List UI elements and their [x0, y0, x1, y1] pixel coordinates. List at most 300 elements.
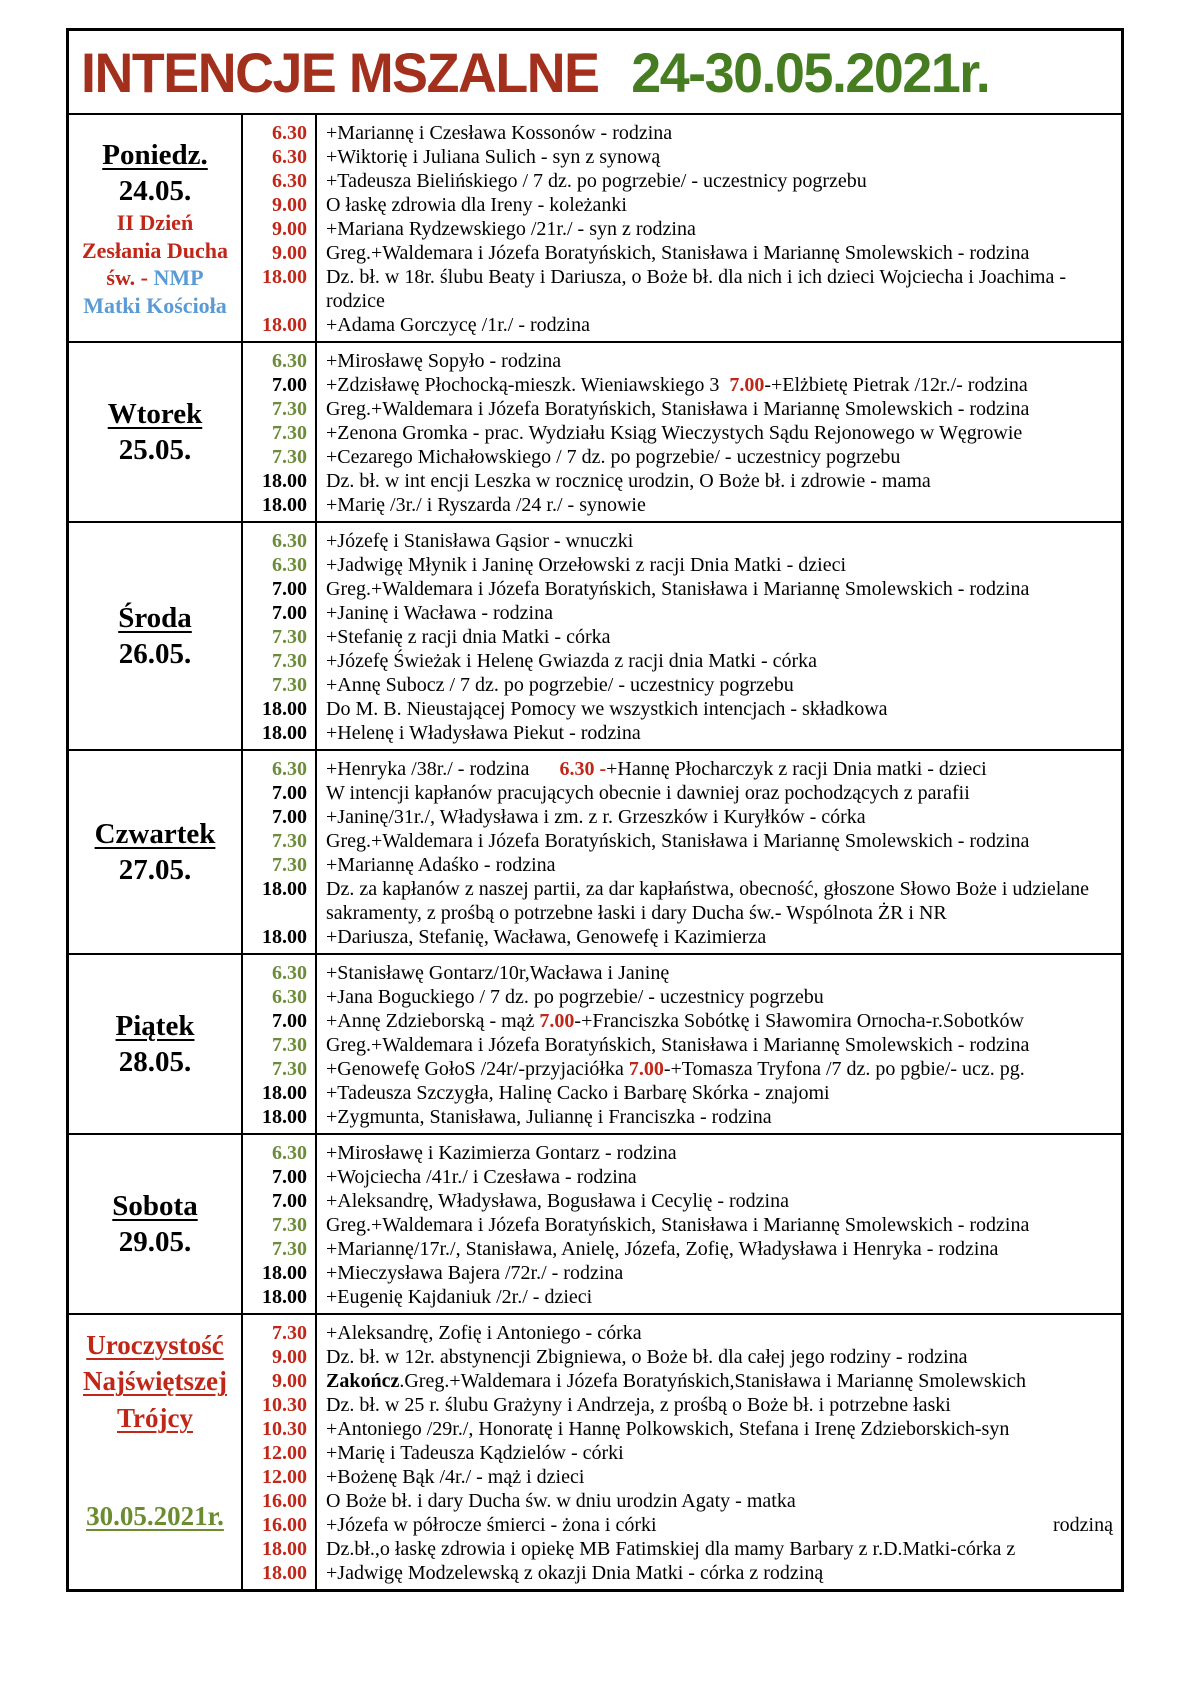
mass-time: 18.00	[262, 1262, 307, 1284]
intention-text	[315, 1393, 1121, 1417]
intention-segment: +Eugenię Kajdaniuk /2r./ - dzieci	[326, 1286, 593, 1308]
mass-row	[241, 469, 1121, 493]
intentions-sobota	[241, 1135, 1121, 1313]
intention-text	[315, 241, 1121, 265]
mass-row	[241, 121, 1121, 145]
intention-segment: +Stanisławę Gontarz/10r,Wacława i Janinę	[326, 962, 670, 984]
intention-segment: +Zygmunta, Stanisława, Juliannę i Franciszka - rodzina	[326, 1106, 772, 1128]
column-divider	[315, 1315, 317, 1589]
mass-time: 7.30	[272, 626, 307, 648]
mass-row	[241, 1369, 1121, 1393]
intention-text	[315, 1285, 1121, 1309]
day-label-text: II Dzień	[116, 210, 194, 236]
mass-time: 6.30	[272, 1142, 307, 1164]
mass-row	[241, 1537, 1121, 1561]
intentions-wtorek	[241, 343, 1121, 521]
mass-time: 18.00	[262, 1286, 307, 1308]
mass-row	[241, 829, 1121, 853]
mass-row	[241, 1057, 1121, 1081]
intention-segment: +Mieczysława Bajera /72r./ - rodzina	[326, 1262, 624, 1284]
day-label-line	[108, 396, 203, 432]
mass-row	[241, 421, 1121, 445]
mass-time: 16.00	[262, 1490, 307, 1512]
intention-text	[315, 1105, 1121, 1129]
intention-segment: +Marię /3r./ i Ryszarda /24 r./ - synowie	[326, 494, 646, 516]
mass-row	[241, 985, 1121, 1009]
mass-time: 9.00	[272, 194, 307, 216]
day-label-line	[86, 1498, 224, 1534]
intention-text	[315, 1033, 1121, 1057]
mass-time: 6.30	[272, 962, 307, 984]
mass-time: 7.30	[272, 398, 307, 420]
column-divider	[315, 523, 317, 749]
intention-segment: +Zdzisławę Płochocką-mieszk. Wieniawskiego 3	[326, 374, 730, 396]
intention-text	[315, 1513, 1121, 1537]
intention-text	[315, 193, 1121, 217]
day-label-text: NMP	[153, 265, 204, 291]
mass-row	[241, 1393, 1121, 1417]
day-label-niedziela	[69, 1315, 241, 1589]
intention-text	[315, 349, 1121, 373]
mass-row	[241, 673, 1121, 697]
day-block-wtorek	[69, 341, 1121, 521]
mass-row	[241, 529, 1121, 553]
intention-segment: 7.00	[539, 1010, 575, 1032]
day-label-text: Wtorek	[107, 397, 203, 430]
intention-segment: +Antoniego /29r./, Honoratę i Hannę Polkowskich, Stefana i Irenę Zdzieborskich-syn	[326, 1418, 1010, 1440]
column-divider	[315, 115, 317, 341]
intention-segment: 7.00	[729, 374, 765, 396]
mass-row	[241, 1189, 1121, 1213]
intention-segment: Do M. B. Nieustającej Pomocy we wszystkich intencjach - składkowa	[326, 698, 888, 720]
day-label-text: Poniedz.	[102, 138, 208, 171]
mass-time: 7.30	[272, 1058, 307, 1080]
day-label-line	[119, 432, 192, 468]
mass-row	[241, 145, 1121, 169]
mass-row	[241, 649, 1121, 673]
mass-row	[241, 697, 1121, 721]
intention-text	[315, 721, 1121, 745]
day-label-text: 24.05.	[118, 175, 192, 207]
mass-row	[241, 1321, 1121, 1345]
day-label-line	[102, 137, 208, 173]
intention-text	[315, 1261, 1121, 1285]
day-label-text: 25.05.	[118, 434, 192, 466]
mass-time: 6.30	[272, 350, 307, 372]
intention-text	[315, 145, 1121, 169]
mass-time: 7.30	[272, 650, 307, 672]
intention-segment: +Tadeusza Szczygła, Halinę Cacko i Barbarę Skórka - znajomi	[326, 1082, 830, 1104]
day-label-line	[86, 1327, 223, 1363]
mass-time: 7.00	[272, 1190, 307, 1212]
mass-time: 18.00	[262, 1082, 307, 1104]
intention-segment: +Henryka /38r./ - rodzina	[326, 758, 560, 780]
mass-row	[241, 241, 1121, 265]
day-label-line	[83, 292, 227, 320]
mass-row	[241, 805, 1121, 829]
intention-text	[315, 961, 1121, 985]
intention-text	[315, 1489, 1121, 1513]
mass-row	[241, 1081, 1121, 1105]
day-label-text: Czwartek	[94, 817, 216, 850]
column-divider	[241, 955, 243, 1133]
intention-segment: -+Elżbietę Pietrak /12r./- rodzina	[764, 374, 1028, 396]
mass-time: 7.00	[272, 1166, 307, 1188]
day-block-czwartek	[69, 749, 1121, 953]
intention-text	[315, 1237, 1121, 1261]
mass-row	[241, 1345, 1121, 1369]
day-label-line	[119, 852, 192, 888]
day-label-line	[82, 237, 228, 265]
intentions-czwartek	[241, 751, 1121, 953]
mass-time: 7.30	[272, 422, 307, 444]
intention-text	[315, 553, 1121, 577]
day-label-line	[116, 1008, 195, 1044]
intention-segment: +Marię i Tadeusza Kądzielów - córki	[326, 1442, 624, 1464]
intention-segment: +Aleksandrę, Władysława, Bogusława i Cecylię - rodzina	[326, 1190, 789, 1212]
intention-segment: +Mariannę Adaśko - rodzina	[326, 854, 556, 876]
intention-segment: +Jana Boguckiego / 7 dz. po pogrzebie/ - uczestnicy pogrzebu	[326, 986, 824, 1008]
intention-text	[315, 1465, 1121, 1489]
intention-segment: +Janinę/31r./, Władysława i zm. z r. Grzeszków i Kuryłków - córka	[326, 806, 866, 828]
intention-segment: O Boże bł. i dary Ducha św. w dniu urodzin Agaty - matka	[326, 1490, 796, 1512]
intention-text	[315, 1165, 1121, 1189]
intention-text	[315, 1441, 1121, 1465]
intention-text	[315, 493, 1121, 517]
intention-segment: +Mariannę i Czesława Kossonów - rodzina	[326, 122, 673, 144]
column-divider	[241, 1315, 243, 1589]
intention-text	[315, 265, 1121, 313]
mass-time: 18.00	[262, 1106, 307, 1128]
intention-segment: +Hannę Płocharczyk z racji Dnia matki - dzieci	[606, 758, 987, 780]
intention-text	[315, 217, 1121, 241]
intention-text	[315, 1081, 1121, 1105]
intention-text	[315, 985, 1121, 1009]
intention-segment: +Genowefę GołoS /24r/-przyjaciółka	[326, 1058, 629, 1080]
intention-text	[315, 1213, 1121, 1237]
mass-row	[241, 1009, 1121, 1033]
mass-row	[241, 577, 1121, 601]
day-label-text: Najświętszej	[83, 1366, 227, 1397]
day-label-wtorek	[69, 343, 241, 521]
intention-segment: +Janinę i Wacława - rodzina	[326, 602, 553, 624]
intention-segment: +Józefę Świeżak i Helenę Gwiazda z racji dnia Matki - córka	[326, 650, 818, 672]
day-label-poniedzialek	[69, 115, 241, 341]
intention-text	[315, 1321, 1121, 1345]
mass-time: 18.00	[262, 314, 307, 336]
intention-segment: +Annę Subocz / 7 dz. po pogrzebie/ - uczestnicy pogrzebu	[326, 674, 794, 696]
column-divider	[241, 1135, 243, 1313]
intention-text	[315, 1537, 1121, 1561]
mass-row	[241, 877, 1121, 925]
day-label-text: 28.05.	[118, 1046, 192, 1078]
mass-row	[241, 781, 1121, 805]
mass-row	[241, 625, 1121, 649]
intention-segment: O łaskę zdrowia dla Ireny - koleżanki	[326, 194, 627, 216]
column-divider	[241, 523, 243, 749]
mass-row	[241, 853, 1121, 877]
day-label-text: Zesłania Ducha	[81, 237, 229, 263]
intention-segment: -+Tomasza Tryfona /7 dz. po pgbie/- ucz. pg.	[663, 1058, 1025, 1080]
mass-row	[241, 1165, 1121, 1189]
intention-segment: +Zenona Gromka - prac. Wydziału Ksiąg Wieczystych Sądu Rejonowego w Węgrowie	[326, 422, 1023, 444]
intention-text	[315, 1369, 1121, 1393]
day-label-text: Piątek	[115, 1009, 195, 1042]
day-label-line	[119, 1224, 192, 1260]
mass-row	[241, 1561, 1121, 1585]
day-label-text: Sobota	[112, 1189, 198, 1222]
intention-segment: Greg.+Waldemara i Józefa Boratyńskich, Stanisława i Mariannę Smolewskich - rodzina	[326, 830, 1030, 852]
intention-text	[315, 649, 1121, 673]
mass-row	[241, 757, 1121, 781]
intention-text	[315, 697, 1121, 721]
day-label-line	[119, 173, 192, 209]
intention-segment: +Jadwigę Modzelewską z okazji Dnia Matki - córka z rodziną	[326, 1562, 824, 1584]
intention-segment: +Józefę i Stanisława Gąsior - wnuczki	[326, 530, 634, 552]
mass-time: 7.00	[272, 782, 307, 804]
column-divider	[241, 115, 243, 341]
column-divider	[315, 1135, 317, 1313]
intention-segment: Dz. bł. w int encji Leszka w rocznicę urodzin, O Boże bł. i zdrowie - mama	[326, 470, 931, 492]
mass-time: 7.00	[272, 374, 307, 396]
mass-row	[241, 721, 1121, 745]
mass-row	[241, 1489, 1121, 1513]
intention-text	[315, 397, 1121, 421]
intention-text	[315, 1141, 1121, 1165]
intention-text	[315, 1345, 1121, 1369]
mass-row	[241, 373, 1121, 397]
day-label-czwartek	[69, 751, 241, 953]
intention-segment: Dz. bł. w 12r. abstynencji Zbigniewa, o Boże bł. dla całej jego rodziny - rodzina	[326, 1346, 968, 1368]
day-block-sroda	[69, 521, 1121, 749]
mass-row	[241, 601, 1121, 625]
intention-segment: +Bożenę Bąk /4r./ - mąż i dzieci	[326, 1466, 585, 1488]
mass-time: 6.30	[272, 170, 307, 192]
intention-segment: +Mirosławę Sopyło - rodzina	[326, 350, 562, 372]
intention-text	[315, 805, 1121, 829]
mass-row	[241, 553, 1121, 577]
title-date-range: 24-30.05.2021r.	[631, 40, 990, 104]
intention-text	[315, 313, 1121, 337]
column-divider	[241, 343, 243, 521]
mass-time: 7.30	[272, 1322, 307, 1344]
mass-time: 6.30	[272, 146, 307, 168]
intention-segment: Greg.+Waldemara i Józefa Boratyńskich, Stanisława i Mariannę Smolewskich - rodzina	[326, 1034, 1030, 1056]
days-container	[69, 115, 1121, 1589]
intention-text	[315, 781, 1121, 805]
mass-time: 7.00	[272, 1010, 307, 1032]
day-label-line	[106, 264, 203, 292]
intention-text	[315, 421, 1121, 445]
intention-segment: +Mariana Rydzewskiego /21r./ - syn z rodzina	[326, 218, 696, 240]
day-label-line	[119, 1044, 192, 1080]
intention-text	[315, 625, 1121, 649]
intention-segment: 7.00	[628, 1058, 664, 1080]
mass-row	[241, 961, 1121, 985]
intention-segment: Dz. za kapłanów z naszej partii, za dar kapłaństwa, obecność, głoszone Słowo Boże i udzielane sakramenty, z prośbą o potrzebne łaski i dary Ducha św.- Wspólnota ŻR i NR	[326, 878, 1090, 924]
column-divider	[315, 343, 317, 521]
mass-row	[241, 1513, 1121, 1537]
mass-time: 10.30	[262, 1418, 307, 1440]
intention-text	[315, 1417, 1121, 1441]
day-label-line	[119, 636, 192, 672]
mass-time: 6.30	[272, 986, 307, 1008]
mass-time: 18.00	[262, 1538, 307, 1560]
day-label-text: 30.05.2021r.	[86, 1501, 224, 1532]
intention-segment: Greg.+Waldemara i Józefa Boratyńskich, Stanisława i Mariannę Smolewskich - rodzina	[326, 398, 1030, 420]
intention-text	[315, 673, 1121, 697]
mass-time: 9.00	[272, 218, 307, 240]
mass-time: 7.30	[272, 854, 307, 876]
mass-time: 18.00	[262, 1562, 307, 1584]
mass-row	[241, 1441, 1121, 1465]
intention-segment: +Annę Zdzieborską - mąż	[326, 1010, 540, 1032]
day-label-text: Trójcy	[117, 1402, 193, 1433]
mass-time: 16.00	[262, 1514, 307, 1536]
mass-row	[241, 493, 1121, 517]
mass-row	[241, 217, 1121, 241]
mass-row	[241, 1465, 1121, 1489]
mass-time: 7.30	[272, 1214, 307, 1236]
day-label-text: św. -	[106, 265, 154, 291]
intention-segment: +Adama Gorczycę /1r./ - rodzina	[326, 314, 590, 336]
intention-text	[315, 577, 1121, 601]
mass-row	[241, 265, 1121, 313]
intention-segment: +Cezarego Michałowskiego / 7 dz. po pogrzebie/ - uczestnicy pogrzebu	[326, 446, 901, 468]
day-label-piatek	[69, 955, 241, 1133]
intention-text	[315, 373, 1121, 397]
intention-segment: +Aleksandrę, Zofię i Antoniego - córka	[326, 1322, 642, 1344]
intention-text	[315, 877, 1121, 925]
mass-time: 9.00	[272, 1370, 307, 1392]
intention-segment: Greg.+Waldemara i Józefa Boratyńskich, Stanisława i Mariannę Smolewskich - rodzina	[326, 242, 1030, 264]
intentions-poniedzialek	[241, 115, 1121, 341]
intention-segment: +Mirosławę i Kazimierza Gontarz - rodzina	[326, 1142, 677, 1164]
intention-segment: +Tadeusza Bielińskiego / 7 dz. po pogrzebie/ - uczestnicy pogrzebu	[326, 170, 867, 192]
intention-segment: +Mariannę/17r./, Stanisława, Anielę, Józefa, Zofię, Władysława i Henryka - rodzina	[326, 1238, 999, 1260]
intentions-piatek	[241, 955, 1121, 1133]
intention-text	[315, 757, 1121, 781]
intention-segment: 6.30 -	[559, 758, 607, 780]
intention-text	[315, 169, 1121, 193]
page-title	[69, 31, 1121, 115]
intention-segment: +Jadwigę Młynik i Janinę Orzełowski z racji Dnia Matki - dzieci	[326, 554, 847, 576]
intention-text	[315, 829, 1121, 853]
mass-row	[241, 1033, 1121, 1057]
day-label-text: 29.05.	[118, 1226, 192, 1258]
intentions-niedziela	[241, 1315, 1121, 1589]
intention-segment: Greg.+Waldemara i Józefa Boratyńskich, Stanisława i Mariannę Smolewskich - rodzina	[326, 1214, 1030, 1236]
mass-row	[241, 169, 1121, 193]
mass-time: 6.30	[272, 758, 307, 780]
title-text: INTENCJE MSZALNE	[81, 40, 599, 104]
mass-time: 12.00	[262, 1466, 307, 1488]
mass-time: 18.00	[262, 878, 307, 900]
day-label-text: Środa	[118, 601, 192, 634]
mass-row	[241, 1213, 1121, 1237]
day-label-text: 27.05.	[118, 854, 192, 886]
day-label-sobota	[69, 1135, 241, 1313]
mass-time: 7.00	[272, 806, 307, 828]
intention-segment: Dz. bł. w 25 r. ślubu Grażyny i Andrzeja, z prośbą o Boże bł. i potrzebne łaski	[326, 1394, 951, 1416]
mass-time: 7.30	[272, 674, 307, 696]
day-label-line	[118, 600, 192, 636]
intention-segment: +Helenę i Władysława Piekut - rodzina	[326, 722, 641, 744]
column-divider	[315, 955, 317, 1133]
mass-time: 9.00	[272, 242, 307, 264]
intention-text	[315, 121, 1121, 145]
intentions-sroda	[241, 523, 1121, 749]
intention-segment: +Stefanię z racji dnia Matki - córka	[326, 626, 611, 648]
mass-row	[241, 925, 1121, 949]
mass-time: 18.00	[262, 494, 307, 516]
mass-time: 6.30	[272, 530, 307, 552]
intention-segment: Dz. bł. w 18r. ślubu Beaty i Dariusza, o Boże bł. dla nich i ich dzieci Wojciecha i Joachima - rodzice	[326, 266, 1067, 312]
mass-row	[241, 193, 1121, 217]
mass-row	[241, 1105, 1121, 1129]
day-label-line	[83, 1363, 227, 1399]
mass-time: 18.00	[262, 266, 307, 288]
mass-row	[241, 1417, 1121, 1441]
intention-segment: +Józefa w półrocze śmierci - żona i córki	[326, 1514, 657, 1536]
mass-time: 7.00	[272, 578, 307, 600]
day-label-sroda	[69, 523, 241, 749]
intention-text	[315, 1057, 1121, 1081]
mass-time: 9.00	[272, 1346, 307, 1368]
day-block-piatek	[69, 953, 1121, 1133]
mass-time: 7.30	[272, 446, 307, 468]
mass-time: 7.30	[272, 1034, 307, 1056]
intention-text	[315, 601, 1121, 625]
intention-segment: +Wiktorię i Juliana Sulich - syn z synową	[326, 146, 661, 168]
mass-row	[241, 313, 1121, 337]
intention-text	[315, 1009, 1121, 1033]
intentions-table	[66, 28, 1124, 1592]
mass-time: 10.30	[262, 1394, 307, 1416]
column-divider	[241, 751, 243, 953]
day-block-sobota	[69, 1133, 1121, 1313]
intention-text	[315, 853, 1121, 877]
mass-row	[241, 397, 1121, 421]
mass-time: 18.00	[262, 698, 307, 720]
day-label-text: 26.05.	[118, 638, 192, 670]
intention-text	[315, 469, 1121, 493]
mass-row	[241, 349, 1121, 373]
mass-time: 18.00	[262, 722, 307, 744]
mass-time: 7.00	[272, 602, 307, 624]
intention-segment: +Wojciecha /41r./ i Czesława - rodzina	[326, 1166, 637, 1188]
intention-text	[315, 445, 1121, 469]
day-label-line	[117, 209, 193, 237]
mass-time: 7.30	[272, 830, 307, 852]
day-label-line	[95, 816, 216, 852]
mass-time: 18.00	[262, 926, 307, 948]
intention-segment: +Dariusza, Stefanię, Wacława, Genowefę i Kazimierza	[326, 926, 767, 948]
intention-text	[315, 1189, 1121, 1213]
mass-time: 7.30	[272, 1238, 307, 1260]
column-divider	[315, 751, 317, 953]
intention-segment: W intencji kapłanów pracujących obecnie i dawniej oraz pochodzących z parafii	[326, 782, 970, 804]
intention-text	[315, 1561, 1121, 1585]
mass-row	[241, 1261, 1121, 1285]
intention-text	[315, 529, 1121, 553]
intention-segment: rodziną	[1053, 1514, 1113, 1536]
intention-segment: Zakończ	[326, 1370, 400, 1392]
intention-segment: Greg.+Waldemara i Józefa Boratyńskich, Stanisława i Mariannę Smolewskich - rodzina	[326, 578, 1030, 600]
day-block-poniedzialek	[69, 115, 1121, 341]
mass-row	[241, 1237, 1121, 1261]
intention-segment: Dz.bł.,o łaskę zdrowia i opiekę MB Fatimskiej dla mamy Barbary z r.D.Matki-córka z	[326, 1538, 1016, 1560]
